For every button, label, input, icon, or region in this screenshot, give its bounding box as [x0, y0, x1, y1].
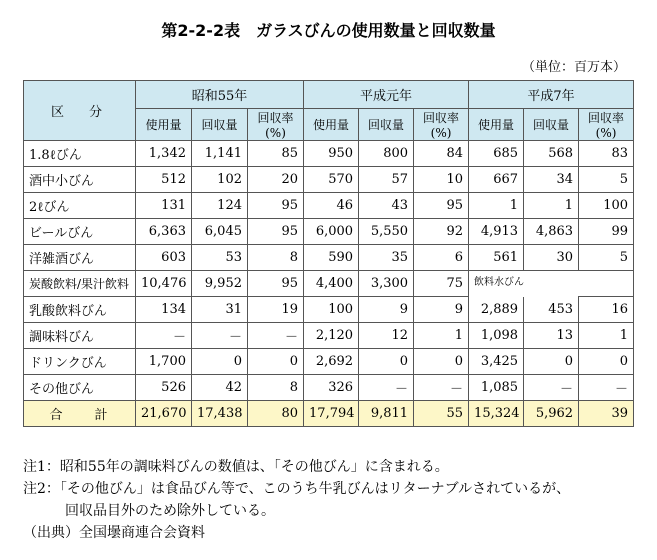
row-label: 洋雑酒びん: [24, 245, 136, 271]
header-row-groups: [24, 81, 634, 109]
subcol-header: 回収率(%): [579, 109, 634, 141]
table-row: [24, 349, 634, 375]
source-note: （出典）全国壜商連合会資料: [23, 525, 205, 541]
table-cell: 3,425: [469, 349, 524, 375]
table-row: [24, 193, 634, 219]
table-cell: 568: [524, 141, 579, 167]
table-cell: 124: [192, 193, 248, 219]
table-cell: 1: [524, 193, 579, 219]
table-cell: 0: [248, 349, 304, 375]
table-cell: 0: [579, 349, 634, 375]
table-cell: 21,670: [136, 401, 192, 427]
table-row: [24, 167, 634, 193]
row-label: 1.8ℓびん: [24, 141, 136, 167]
table-cell: 326: [304, 375, 359, 401]
table-cell: 4,913: [469, 219, 524, 245]
table-cell: 2,120: [304, 323, 359, 349]
table-cell: 1,700: [136, 349, 192, 375]
table-cell: 667: [469, 167, 524, 193]
table-cell: 42: [192, 375, 248, 401]
table-cell: 590: [304, 245, 359, 271]
table-cell: 102: [192, 167, 248, 193]
table-cell: 6: [414, 245, 469, 271]
table-cell: 4,400: [304, 271, 359, 297]
glass-bottle-table: [23, 80, 634, 427]
table-cell: 20: [248, 167, 304, 193]
table-cell: 100: [579, 193, 634, 219]
row-label: 2ℓびん: [24, 193, 136, 219]
table-cell: 16: [579, 297, 634, 323]
subcol-header: 回収量: [524, 109, 579, 141]
table-cell: －: [136, 323, 192, 349]
unit-label: （単位：百万本）: [521, 60, 626, 75]
note-2: 注2：「その他びん」は食品びん等で、このうち牛乳びんはリターナブルされているが、: [23, 481, 571, 497]
row-label: 炭酸飲料/果汁飲料: [24, 271, 136, 297]
table-cell: 1,342: [136, 141, 192, 167]
table-cell: 99: [579, 219, 634, 245]
table-cell: 0: [414, 349, 469, 375]
table-cell: 35: [359, 245, 414, 271]
table-cell: 2,889: [469, 297, 524, 323]
table-row: [24, 297, 634, 323]
table-cell: 39: [579, 401, 634, 427]
table-cell: 31: [192, 297, 248, 323]
table-title: 第2-2-2表 ガラスびんの使用数量と回収数量: [161, 21, 496, 40]
group-header: 昭和55年: [136, 81, 304, 109]
table-cell: 57: [359, 167, 414, 193]
table-cell: 131: [136, 193, 192, 219]
table-cell: 800: [359, 141, 414, 167]
subcol-header: 回収量: [359, 109, 414, 141]
table-cell: 95: [248, 271, 304, 297]
table-cell: 1,098: [469, 323, 524, 349]
table-cell: 43: [359, 193, 414, 219]
table-cell: 5: [579, 167, 634, 193]
table-row: [24, 219, 634, 245]
note-1: 注1：昭和55年の調味料びんの数値は、「その他びん」に含まれる。: [23, 459, 449, 475]
table-cell: 100: [304, 297, 359, 323]
table-cell: 1,085: [469, 375, 524, 401]
total-row: [24, 401, 634, 427]
table-cell: 34: [524, 167, 579, 193]
total-label: 合 計: [24, 401, 136, 427]
table-cell: 561: [469, 245, 524, 271]
table-cell: 83: [579, 141, 634, 167]
table-cell: 9: [414, 297, 469, 323]
table-cell: 92: [414, 219, 469, 245]
table-cell: 17,438: [192, 401, 248, 427]
table-cell: 84: [414, 141, 469, 167]
table-cell: 1: [414, 323, 469, 349]
table-cell: 9,811: [359, 401, 414, 427]
table-cell: －: [192, 323, 248, 349]
subcol-header: 使用量: [304, 109, 359, 141]
table-cell: 8: [248, 245, 304, 271]
row-label: その他びん: [24, 375, 136, 401]
table-cell: 12: [359, 323, 414, 349]
table-row: [24, 375, 634, 401]
table-cell: －: [524, 375, 579, 401]
subcol-header: 回収量: [192, 109, 248, 141]
category-header: 区 分: [24, 81, 136, 141]
table-cell: 6,000: [304, 219, 359, 245]
row-label: ビールびん: [24, 219, 136, 245]
subcol-header: 使用量: [469, 109, 524, 141]
table-cell: 15,324: [469, 401, 524, 427]
row-label: 酒中小びん: [24, 167, 136, 193]
table-cell: 46: [304, 193, 359, 219]
table-cell: 5,962: [524, 401, 579, 427]
subcol-header: 回収率(%): [248, 109, 304, 141]
group-header: 平成7年: [469, 81, 634, 109]
table-cell: 4,863: [524, 219, 579, 245]
row-label: 乳酸飲料びん: [24, 297, 136, 323]
table-cell: 8: [248, 375, 304, 401]
table-cell: 134: [136, 297, 192, 323]
table-row: [24, 141, 634, 167]
table-cell: 0: [524, 349, 579, 375]
table-cell: 53: [192, 245, 248, 271]
merged-label-cell: 飲料水びん: [469, 271, 634, 297]
table-cell: 5,550: [359, 219, 414, 245]
table-cell: 85: [248, 141, 304, 167]
table-cell: 10,476: [136, 271, 192, 297]
table-cell: 75: [414, 271, 469, 297]
table-cell: 19: [248, 297, 304, 323]
table-cell: －: [248, 323, 304, 349]
subcol-header: 使用量: [136, 109, 192, 141]
table-cell: 9,952: [192, 271, 248, 297]
table-cell: 95: [248, 219, 304, 245]
notes: [23, 456, 570, 544]
table-cell: 453: [524, 297, 579, 323]
table-cell: 17,794: [304, 401, 359, 427]
table-cell: 6,045: [192, 219, 248, 245]
table-row: [24, 271, 634, 297]
table-cell: 10: [414, 167, 469, 193]
table-cell: 80: [248, 401, 304, 427]
subcol-header: 回収率(%): [414, 109, 469, 141]
table-row: [24, 245, 634, 271]
table-cell: 0: [359, 349, 414, 375]
table-cell: 526: [136, 375, 192, 401]
table-cell: －: [579, 375, 634, 401]
table-cell: 2,692: [304, 349, 359, 375]
group-header: 平成元年: [304, 81, 469, 109]
table-cell: 1,141: [192, 141, 248, 167]
table-cell: 13: [524, 323, 579, 349]
row-label: 調味料びん: [24, 323, 136, 349]
table-cell: 950: [304, 141, 359, 167]
row-label: ドリンクびん: [24, 349, 136, 375]
table-cell: －: [414, 375, 469, 401]
table-cell: 30: [524, 245, 579, 271]
table-cell: 1: [469, 193, 524, 219]
table-cell: 95: [248, 193, 304, 219]
note-2-continued: 回収品目外のため除外している。: [23, 503, 275, 519]
table-cell: 0: [192, 349, 248, 375]
table-cell: 685: [469, 141, 524, 167]
table-cell: 55: [414, 401, 469, 427]
table-cell: 3,300: [359, 271, 414, 297]
table-cell: 5: [579, 245, 634, 271]
table-cell: －: [359, 375, 414, 401]
table-cell: 6,363: [136, 219, 192, 245]
table-cell: 603: [136, 245, 192, 271]
table-row: [24, 323, 634, 349]
table-cell: 9: [359, 297, 414, 323]
table-cell: 512: [136, 167, 192, 193]
table-cell: 570: [304, 167, 359, 193]
table-cell: 1: [579, 323, 634, 349]
table-cell: 95: [414, 193, 469, 219]
